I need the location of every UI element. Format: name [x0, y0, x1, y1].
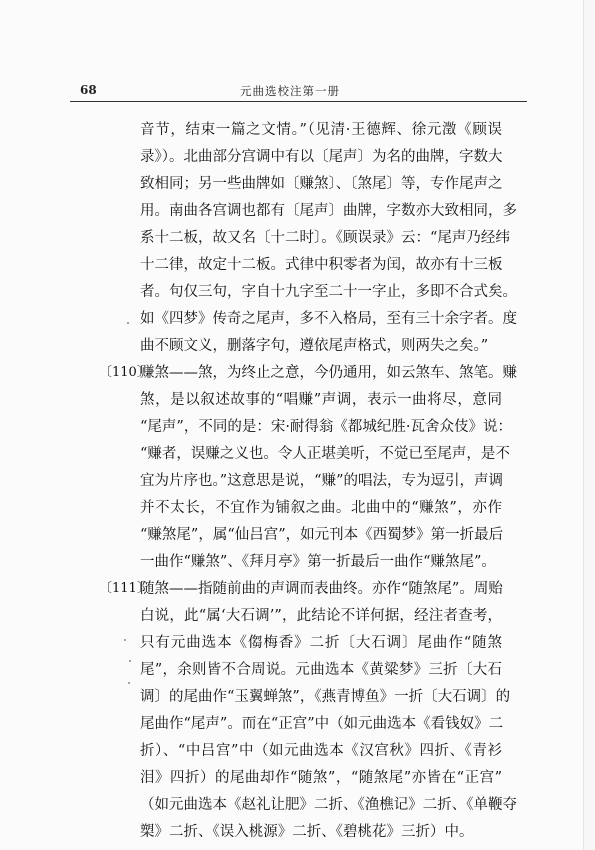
- text-line: 槊》二折、《误入桃源》二折、《碧桃花》三折）中。: [140, 824, 474, 840]
- text-line: 泪》四折）的尾曲却作“随煞”，“随煞尾”亦皆在“正宫”: [140, 770, 502, 786]
- text-line: （如元曲选本《赵礼让肥》二折、《渔樵记》二折、《单鞭夺: [140, 797, 517, 813]
- text-line: 用。南曲各宫调也都有〔尾声〕曲牌，字数亦大致相同，多: [140, 203, 517, 219]
- text-line: 音节，结束一篇之文情。”（见清·王德辉、徐元澂《顾误: [140, 122, 502, 138]
- scan-speck: [127, 322, 129, 324]
- text-line: 系十二板，故又名〔十二时〕。《顾误录》云：“尾声乃经纬: [140, 230, 510, 246]
- text-line: 者。句仅三句，字自十九字至二十一字止，多即不合式矣。: [140, 284, 517, 300]
- note-number-110: 〔110〕: [99, 365, 150, 380]
- text-line: 宜为片序也。”这意思是说，“赚”的唱法，专为逗引，声调: [140, 473, 503, 489]
- text-line: 十二律，故定十二板。式律中积零者为闰，故亦有十三板: [140, 257, 503, 273]
- scan-speck: [129, 660, 131, 662]
- text-line: 赚煞——煞，为终止之意，今仍通用，如云煞车、煞笔。赚: [140, 365, 517, 381]
- text-line: 曲不顾文义，删落字句，遵依尾声格式，则两失之矣。”: [140, 338, 489, 354]
- text-line: 一曲作“赚煞”、《拜月亭》第一折最后一曲作“赚煞尾”。: [140, 554, 496, 570]
- text-line: 尾”，余则皆不合周说。元曲选本《黄粱梦》三折〔大石: [140, 662, 502, 678]
- text-line: 如《四梦》传奇之尾声，多不入格局，至有三十余字者。度: [140, 311, 517, 327]
- text-line: 只有元曲选本《㑳梅香》二折〔大石调〕尾曲作“随煞: [140, 635, 502, 651]
- text-line: 尾曲作“尾声”。而在“正宫”中（如元曲选本《看钱奴》二: [140, 716, 504, 732]
- running-title: 元曲选校注第一册: [240, 84, 340, 98]
- text-line: “赚煞尾”，属“仙吕宫”，如元刊本《西蜀梦》第一折最后: [140, 527, 504, 543]
- note-number-111: 〔111〕: [99, 581, 150, 596]
- text-line: “尾声”，不同的是：宋·耐得翁《都城纪胜·瓦舍众伎》说：: [140, 419, 513, 435]
- page-number: 68: [80, 83, 97, 97]
- text-line: “赚者，误赚之义也。令人正堪美听，不觉已至尾声，是不: [140, 446, 510, 462]
- text-line: 并不太长，不宜作为铺叙之曲。北曲中的“赚煞”，亦作: [140, 500, 502, 516]
- text-line: 调〕的尾曲作“玉翼蝉煞”，《燕青博鱼》一折〔大石调〕的: [140, 689, 511, 705]
- text-line: 随煞——指随前曲的声调而表曲终。亦作“随煞尾”。周贻: [140, 581, 503, 597]
- scan-speck: [128, 682, 130, 684]
- text-line: 录》）。北曲部分宫调中有以〔尾声〕为名的曲牌，字数大: [140, 149, 503, 165]
- text-line: 折）、“中吕宫”中（如元曲选本《汉宫秋》四折、《青衫: [140, 743, 502, 759]
- text-line: 致相同；另一些曲牌如〔赚煞〕、〔煞尾〕等，专作尾声之: [140, 176, 503, 192]
- scan-speck: [124, 639, 126, 641]
- text-line: 白说，此“属‘大石调’”，此结论不详何据，经注者查考，: [140, 608, 502, 624]
- text-line: 煞，是以叙述故事的“唱赚”声调，表示一曲将尽，意同: [140, 392, 502, 408]
